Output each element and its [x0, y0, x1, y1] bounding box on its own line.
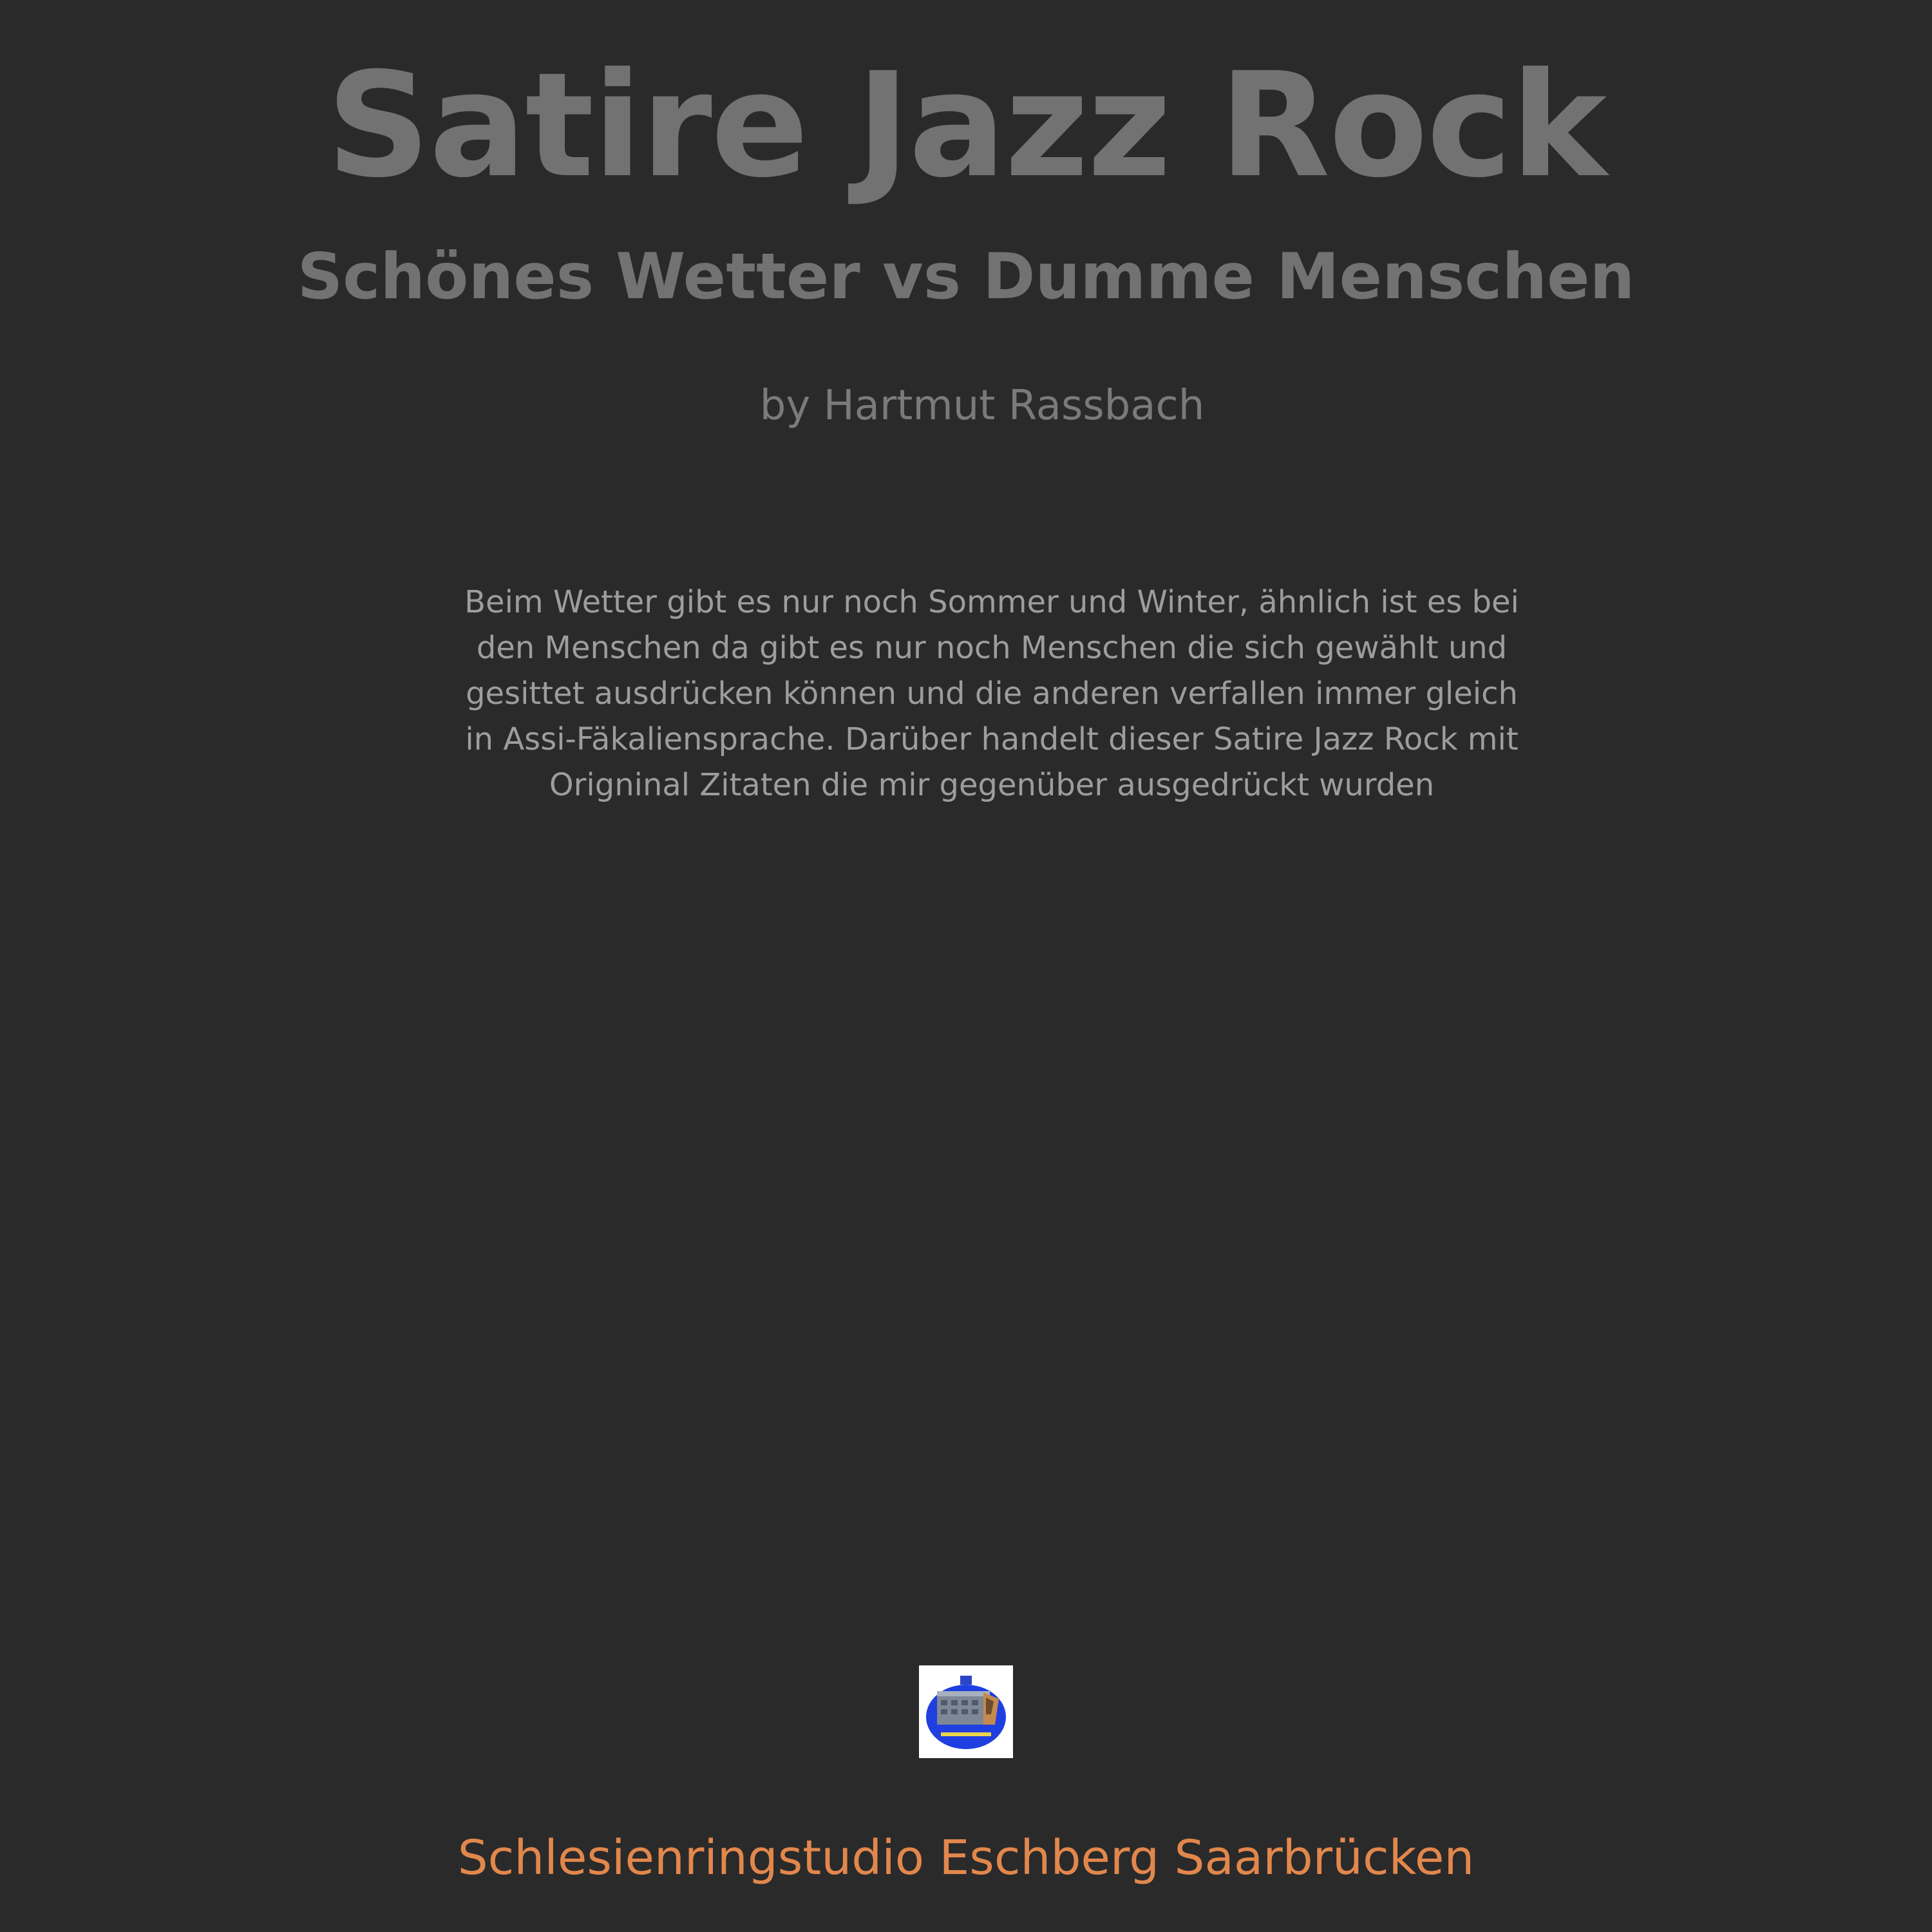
studio-logo-icon [919, 1665, 1013, 1758]
cover-subtitle: Schönes Wetter vs Dumme Menschen [297, 240, 1635, 314]
description-text [419, 580, 1565, 808]
description-line: den Menschen da gibt es nur noch Menschen die sich gewählt und [476, 630, 1508, 666]
description-line: in Assi-Fäkaliensprache. Darüber handelt dieser Satire Jazz Rock mit [465, 721, 1519, 757]
cover-title: Satire Jazz Rock [326, 41, 1606, 209]
description-line: Beim Wetter gibt es nur noch Sommer und Winter, ähnlich ist es bei [464, 584, 1519, 620]
description-line: gesittet ausdrücken können und die anderen verfallen immer gleich [466, 676, 1518, 712]
studio-logo-graphic [919, 1665, 1013, 1758]
description-line: Origninal Zitaten die mir gegenüber ausgedrückt wurden [549, 767, 1435, 803]
studio-footer: Schlesienringstudio Eschberg Saarbrücken [457, 1830, 1475, 1886]
author-byline: by Hartmut Rassbach [759, 382, 1205, 430]
